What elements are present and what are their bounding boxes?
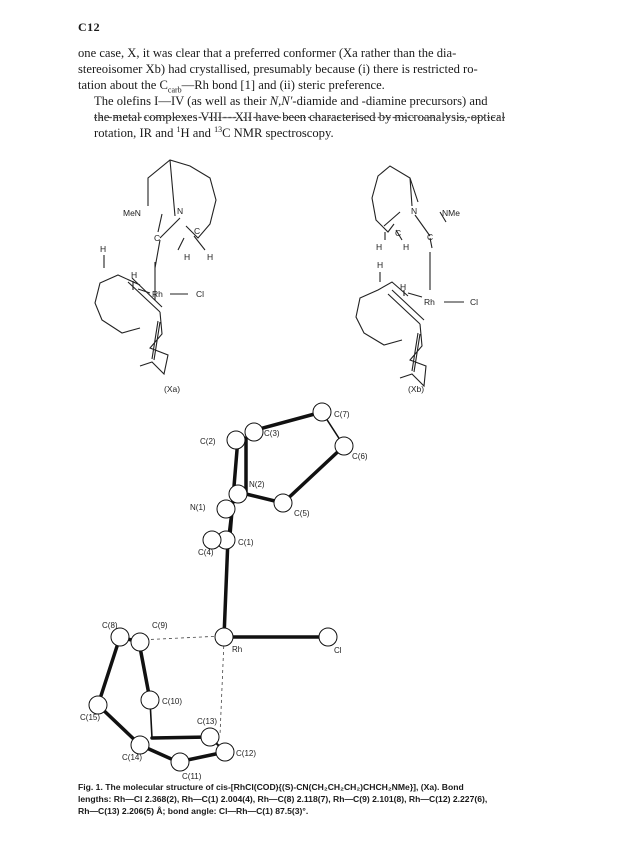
- xb-bicycle-bonds: [372, 166, 446, 248]
- text-line: stereoisomer Xb) had crystallised, presumably because (i) there is restricted ro-: [78, 62, 478, 76]
- atom-c5: [274, 494, 292, 512]
- label-c13: C(13): [197, 717, 218, 726]
- label-c15: C(15): [80, 713, 101, 722]
- structure-atoms: [89, 403, 353, 771]
- xa-c-label: C: [154, 233, 161, 243]
- xa-cl-label: Cl: [196, 289, 205, 299]
- caption-line: Rh—C(13) 2.206(5) Å; bond angle: Cl—Rh—C(1) 87.5(3)°.: [78, 806, 309, 816]
- label-c9: C(9): [152, 621, 168, 630]
- xa-h-label: H: [207, 252, 214, 262]
- label-c4: C(4): [198, 548, 214, 557]
- atom-rh: [215, 628, 233, 646]
- label-rh: Rh: [232, 645, 243, 654]
- atom-c6: [335, 437, 353, 455]
- xb-h-label: H: [400, 282, 407, 292]
- atom-c8: [111, 628, 129, 646]
- xa-h-bonds: [104, 255, 150, 293]
- atom-c7: [313, 403, 331, 421]
- xb-c-label: C: [395, 228, 402, 238]
- xb-compound-label: (Xb): [408, 384, 425, 394]
- scheme-xa: [95, 160, 216, 374]
- atom-c13: [201, 728, 219, 746]
- caption-line: lengths: Rh—Cl 2.368(2), Rh—C(1) 2.004(4), Rh—C(8) 2.118(7), Rh—C(9) 2.101(8), Rh—C(12) 2.227(6),: [78, 794, 488, 804]
- label-cl: Cl: [334, 646, 342, 655]
- xb-h-label: H: [377, 260, 384, 270]
- scheme-xb-labels: [376, 206, 478, 394]
- atom-c11: [171, 753, 189, 771]
- text-line: the metal complexes VIII—XII have been characterised by microanalysis, optical: [94, 110, 506, 124]
- label-n1: N(1): [190, 503, 206, 512]
- xa-h-label: H: [100, 244, 107, 254]
- label-c6: C(6): [352, 452, 368, 461]
- text-line: one case, X, it was clear that a preferred conformer (Xa rather than the dia-: [78, 46, 457, 60]
- atom-n1: [217, 500, 235, 518]
- xb-cod-ring: [356, 282, 426, 386]
- label-c3: C(3): [264, 429, 280, 438]
- atom-c12: [216, 743, 234, 761]
- xb-c2-label: C: [427, 232, 434, 242]
- xa-c2-label: C: [194, 226, 201, 236]
- label-c12: C(12): [236, 749, 257, 758]
- xa-h-label: H: [184, 252, 191, 262]
- label-c14: C(14): [122, 753, 143, 762]
- atom-c2: [227, 431, 245, 449]
- text-line: The olefins I—IV (as well as their N,N′-diamide and -diamine precursors) and: [94, 94, 488, 108]
- xa-compound-label: (Xa): [164, 384, 181, 394]
- xb-cl-label: Cl: [470, 297, 479, 307]
- label-c1: C(1): [238, 538, 254, 547]
- label-c10: C(10): [162, 697, 183, 706]
- atom-n2: [229, 485, 247, 503]
- page-number: C12: [78, 20, 101, 34]
- caption-line: Fig. 1. The molecular structure of cis-[RhCl(COD){(S)-CN(CH₂CH₂CH₂)CHCH₂NMe}], (Xa). Bond: [78, 782, 464, 792]
- figure-caption: [78, 781, 553, 817]
- atom-cl: [319, 628, 337, 646]
- xb-h-label: H: [403, 242, 410, 252]
- xa-n-label: N: [177, 206, 184, 216]
- label-n2: N(2): [249, 480, 265, 489]
- xb-rh-label: Rh: [424, 297, 435, 307]
- xa-h-label: H: [131, 270, 138, 280]
- xa-men-label: MeN: [123, 208, 141, 218]
- label-c8: C(8): [102, 621, 118, 630]
- atom-c14: [131, 736, 149, 754]
- xb-h-label: H: [376, 242, 383, 252]
- structure-bonds: [98, 412, 344, 762]
- atom-c9: [131, 633, 149, 651]
- label-c2: C(2): [200, 437, 216, 446]
- text-line: rotation, IR and $^1$H and $^{13}$C NMR spectroscopy.: [94, 124, 334, 140]
- xb-nme-label: NMe: [442, 208, 460, 218]
- scheme-xb: [356, 166, 464, 386]
- atom-c4: [203, 531, 221, 549]
- atom-c10: [141, 691, 159, 709]
- label-c11: C(11): [182, 772, 202, 781]
- xa-rh-label: Rh: [152, 289, 163, 299]
- text-line: tation about the $C_{carb}—Rh$ bond [1] and (ii) steric preference.: [78, 78, 385, 95]
- xb-n-label: N: [411, 206, 418, 216]
- label-c7: C(7): [334, 410, 350, 419]
- atom-c3: [245, 423, 263, 441]
- atom-c15: [89, 696, 107, 714]
- label-c5: C(5): [294, 509, 310, 518]
